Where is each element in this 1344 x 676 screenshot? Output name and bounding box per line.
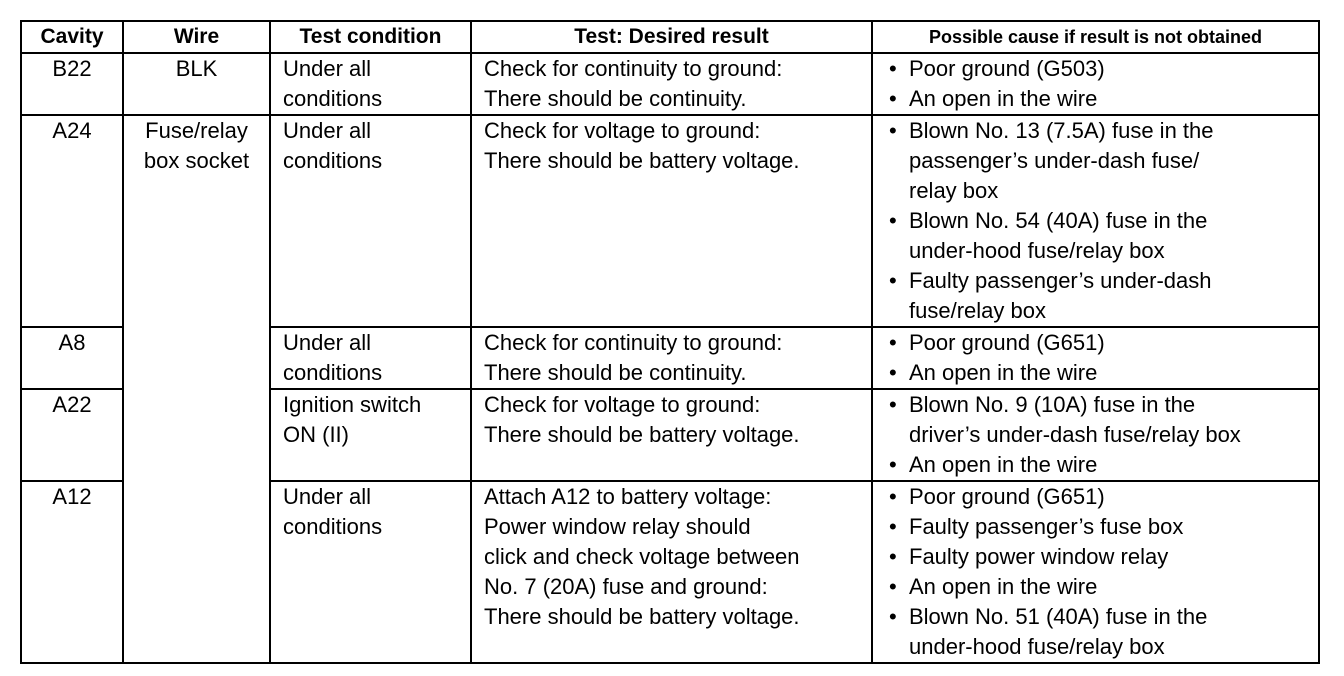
bullet-icon: •	[889, 118, 897, 143]
condition-cell	[270, 53, 471, 115]
result-text: Check for voltage to ground:	[484, 392, 761, 417]
condition-text: conditions	[283, 514, 383, 539]
result-text: There should be continuity.	[484, 360, 747, 385]
cause-text: Poor ground (G651)	[909, 330, 1105, 355]
cause-item	[887, 390, 1318, 450]
cause-text: Faulty power window relay	[909, 544, 1169, 569]
cause-text: Poor ground (G651)	[909, 484, 1105, 509]
condition-text: Ignition switch	[283, 392, 422, 417]
condition-text: conditions	[283, 360, 383, 385]
condition-text: Under all	[283, 56, 372, 81]
bullet-icon: •	[889, 268, 897, 293]
condition-text: conditions	[283, 148, 383, 173]
condition-cell	[270, 481, 471, 663]
header-test-condition: Test condition	[270, 21, 471, 53]
condition-text: Under all	[283, 330, 372, 355]
header-desired-result: Test: Desired result	[471, 21, 872, 53]
table-row	[21, 481, 1319, 663]
result-text: There should be battery voltage.	[484, 148, 800, 173]
table-row	[21, 327, 1319, 389]
wire-cell	[123, 389, 270, 481]
table-row	[21, 389, 1319, 481]
result-text: Check for continuity to ground:	[484, 330, 783, 355]
header-possible-cause: Possible cause if result is not obtained	[872, 21, 1319, 53]
result-text: Power window relay should	[484, 514, 751, 539]
cause-text: under-hood fuse/relay box	[909, 634, 1165, 659]
diagnostic-table	[20, 20, 1320, 664]
wire-cell	[123, 481, 270, 663]
cause-list	[885, 116, 1318, 326]
bullet-icon: •	[889, 360, 897, 385]
cause-text: Faulty passenger’s fuse box	[909, 514, 1184, 539]
result-text: Attach A12 to battery voltage:	[484, 484, 772, 509]
result-text: Check for continuity to ground:	[484, 56, 783, 81]
cause-text: An open in the wire	[909, 574, 1098, 599]
condition-text: Under all	[283, 118, 372, 143]
bullet-icon: •	[889, 544, 897, 569]
cause-item	[887, 572, 1318, 602]
cause-list	[885, 328, 1318, 388]
bullet-icon: •	[889, 330, 897, 355]
condition-text: Under all	[283, 484, 372, 509]
result-cell	[471, 389, 872, 481]
cause-list	[885, 54, 1318, 114]
bullet-icon: •	[889, 452, 897, 477]
cause-text: passenger’s under-dash fuse/	[909, 148, 1200, 173]
cause-item	[887, 54, 1318, 84]
result-cell	[471, 327, 872, 389]
cause-list	[885, 390, 1318, 480]
table-row	[21, 53, 1319, 115]
table-row	[21, 115, 1319, 327]
cause-item	[887, 602, 1318, 662]
cause-text: An open in the wire	[909, 360, 1098, 385]
cause-item	[887, 450, 1318, 480]
wire-cell	[123, 327, 270, 389]
result-cell	[471, 53, 872, 115]
cause-list	[885, 482, 1318, 662]
wire-text: Fuse/relay	[145, 118, 248, 143]
condition-text: conditions	[283, 86, 383, 111]
cause-item	[887, 542, 1318, 572]
result-cell	[471, 115, 872, 327]
result-text: Check for voltage to ground:	[484, 118, 761, 143]
cavity-cell: B22	[21, 53, 123, 115]
cause-text: An open in the wire	[909, 86, 1098, 111]
result-text: click and check voltage between	[484, 544, 800, 569]
cause-text: An open in the wire	[909, 452, 1098, 477]
condition-cell	[270, 115, 471, 327]
cause-item	[887, 206, 1318, 266]
bullet-icon: •	[889, 484, 897, 509]
header-cavity: Cavity	[21, 21, 123, 53]
cause-item	[887, 84, 1318, 114]
cause-text: fuse/relay box	[909, 298, 1046, 323]
cavity-cell: A8	[21, 327, 123, 389]
cause-text: Blown No. 9 (10A) fuse in the	[909, 392, 1196, 417]
bullet-icon: •	[889, 514, 897, 539]
cause-text: Blown No. 51 (40A) fuse in the	[909, 604, 1208, 629]
cause-text: Poor ground (G503)	[909, 56, 1105, 81]
cavity-cell: A24	[21, 115, 123, 327]
result-text: There should be battery voltage.	[484, 604, 800, 629]
wire-text: box socket	[143, 148, 250, 173]
cause-cell	[872, 481, 1319, 663]
cavity-cell: A22	[21, 389, 123, 481]
cause-text: Blown No. 13 (7.5A) fuse in the	[909, 118, 1214, 143]
cause-item	[887, 266, 1318, 326]
cause-text: under-hood fuse/relay box	[909, 238, 1165, 263]
bullet-icon: •	[889, 56, 897, 81]
result-cell	[471, 481, 872, 663]
cause-cell	[872, 389, 1319, 481]
cavity-cell: A12	[21, 481, 123, 663]
condition-text: ON (II)	[283, 422, 349, 447]
bullet-icon: •	[889, 604, 897, 629]
cause-text: Blown No. 54 (40A) fuse in the	[909, 208, 1208, 233]
cause-cell	[872, 53, 1319, 115]
cause-text: driver’s under-dash fuse/relay box	[909, 422, 1241, 447]
cause-item	[887, 482, 1318, 512]
cause-text: relay box	[909, 178, 999, 203]
result-text: No. 7 (20A) fuse and ground:	[484, 574, 768, 599]
bullet-icon: •	[889, 208, 897, 233]
cause-text: Faulty passenger’s under-dash	[909, 268, 1212, 293]
header-row	[21, 21, 1319, 53]
condition-cell	[270, 389, 471, 481]
wire-cell	[123, 115, 270, 327]
result-text: There should be battery voltage.	[484, 422, 800, 447]
bullet-icon: •	[889, 86, 897, 111]
cause-cell	[872, 327, 1319, 389]
result-text: There should be continuity.	[484, 86, 747, 111]
wire-cell	[123, 53, 270, 115]
cause-cell	[872, 115, 1319, 327]
wire-text: BLK	[175, 56, 218, 81]
cause-item	[887, 116, 1318, 206]
cause-item	[887, 358, 1318, 388]
bullet-icon: •	[889, 392, 897, 417]
cause-item	[887, 512, 1318, 542]
condition-cell	[270, 327, 471, 389]
cause-item	[887, 328, 1318, 358]
header-wire: Wire	[123, 21, 270, 53]
bullet-icon: •	[889, 574, 897, 599]
